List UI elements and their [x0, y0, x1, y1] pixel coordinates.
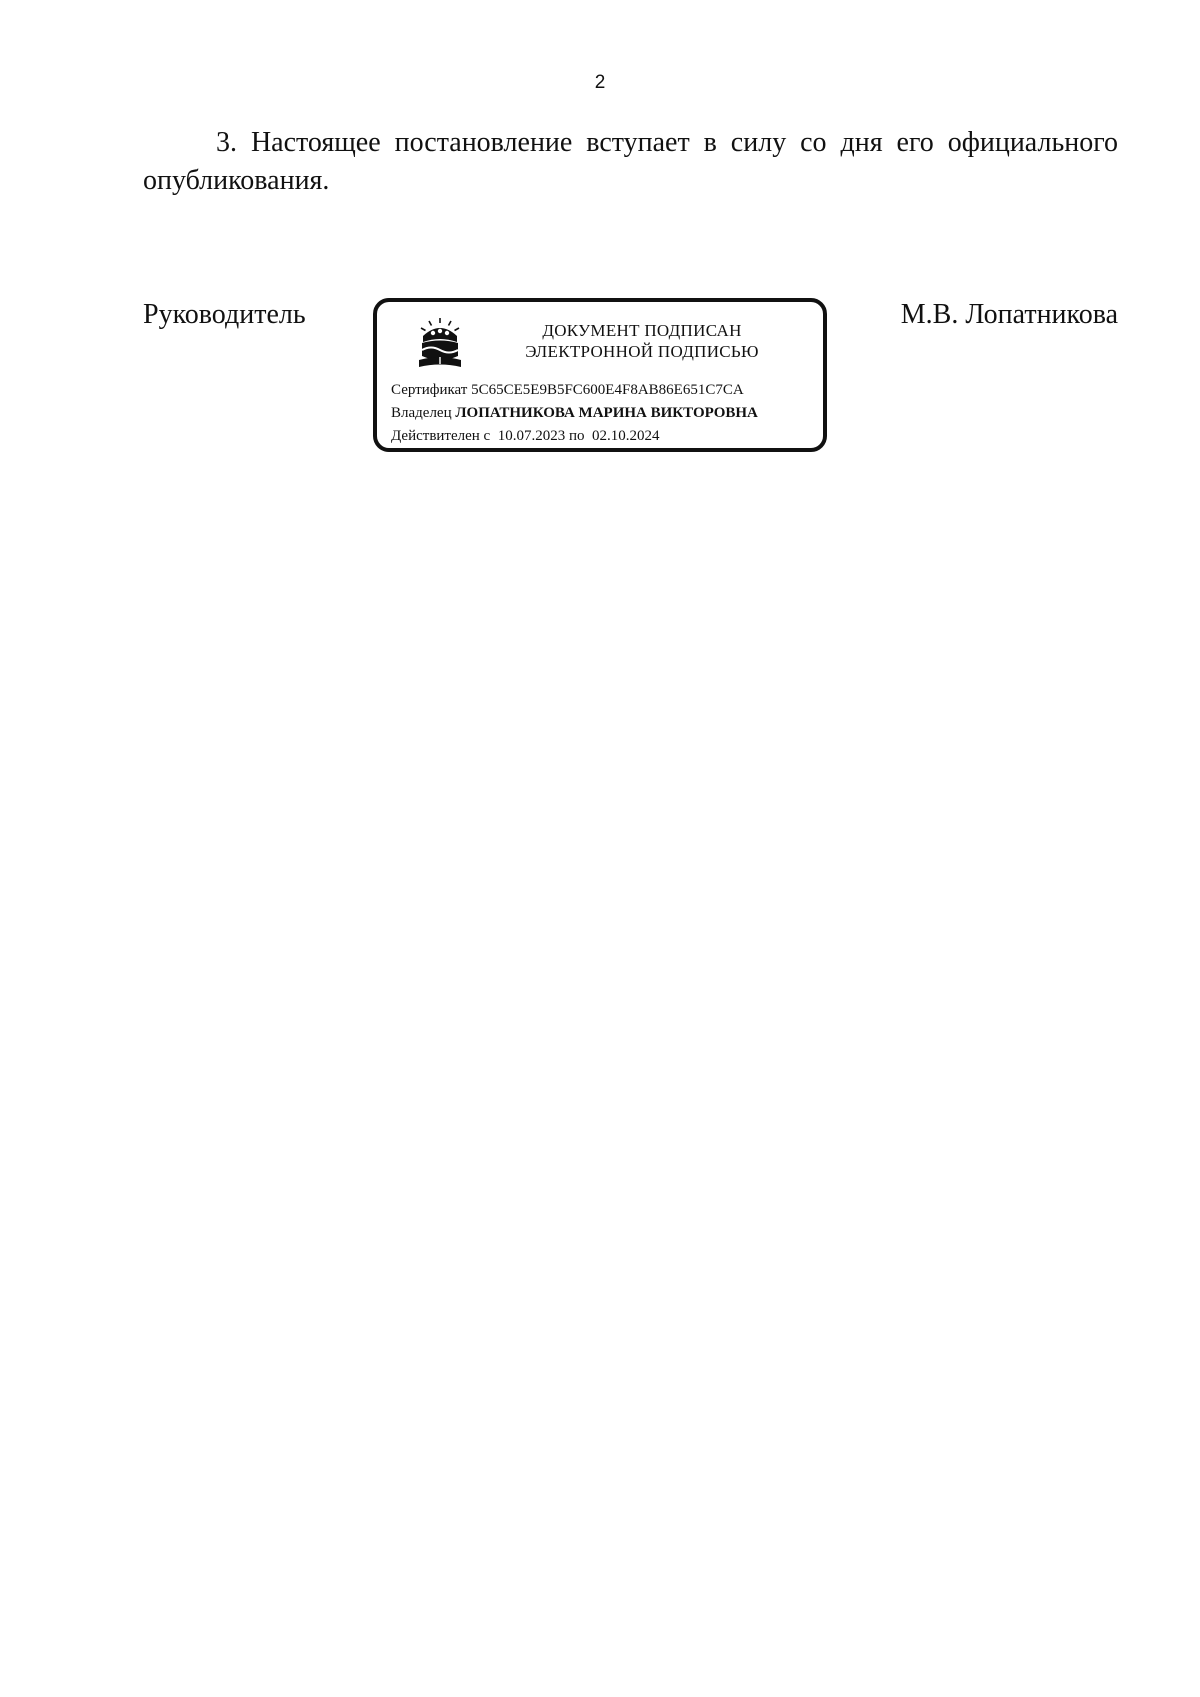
- stamp-title: [477, 320, 807, 362]
- page-number: 2: [594, 72, 606, 93]
- signer-name: М.В. Лопатникова: [900, 299, 1118, 330]
- stamp-owner-line: [391, 403, 758, 423]
- signer-position: Руководитель: [143, 299, 306, 330]
- stamp-title-line2: ЭЛЕКТРОННОЙ ПОДПИСЬЮ: [525, 342, 759, 361]
- certificate-label: Сертификат: [391, 382, 468, 398]
- stamp-validity-line: [391, 426, 660, 446]
- validity-prefix: Действителен с: [391, 428, 491, 444]
- validity-mid: по: [568, 428, 585, 444]
- body-paragraph: 3. Настоящее постановление вступает в силу со дня его официального опубликования.: [143, 127, 1118, 196]
- stamp-certificate-line: [391, 380, 744, 400]
- owner-value: ЛОПАТНИКОВА МАРИНА ВИКТОРОВНА: [455, 405, 758, 421]
- owner-label: Владелец: [391, 405, 452, 421]
- valid-to-date: 02.10.2024: [592, 428, 660, 444]
- coat-of-arms-emblem-icon: [415, 316, 465, 370]
- electronic-signature-stamp: [373, 298, 827, 452]
- stamp-title-line1: ДОКУМЕНТ ПОДПИСАН: [542, 321, 742, 340]
- valid-from-date: 10.07.2023: [497, 428, 566, 444]
- certificate-value: 5C65CE5E9B5FC600E4F8AB86E651C7CA: [471, 382, 744, 398]
